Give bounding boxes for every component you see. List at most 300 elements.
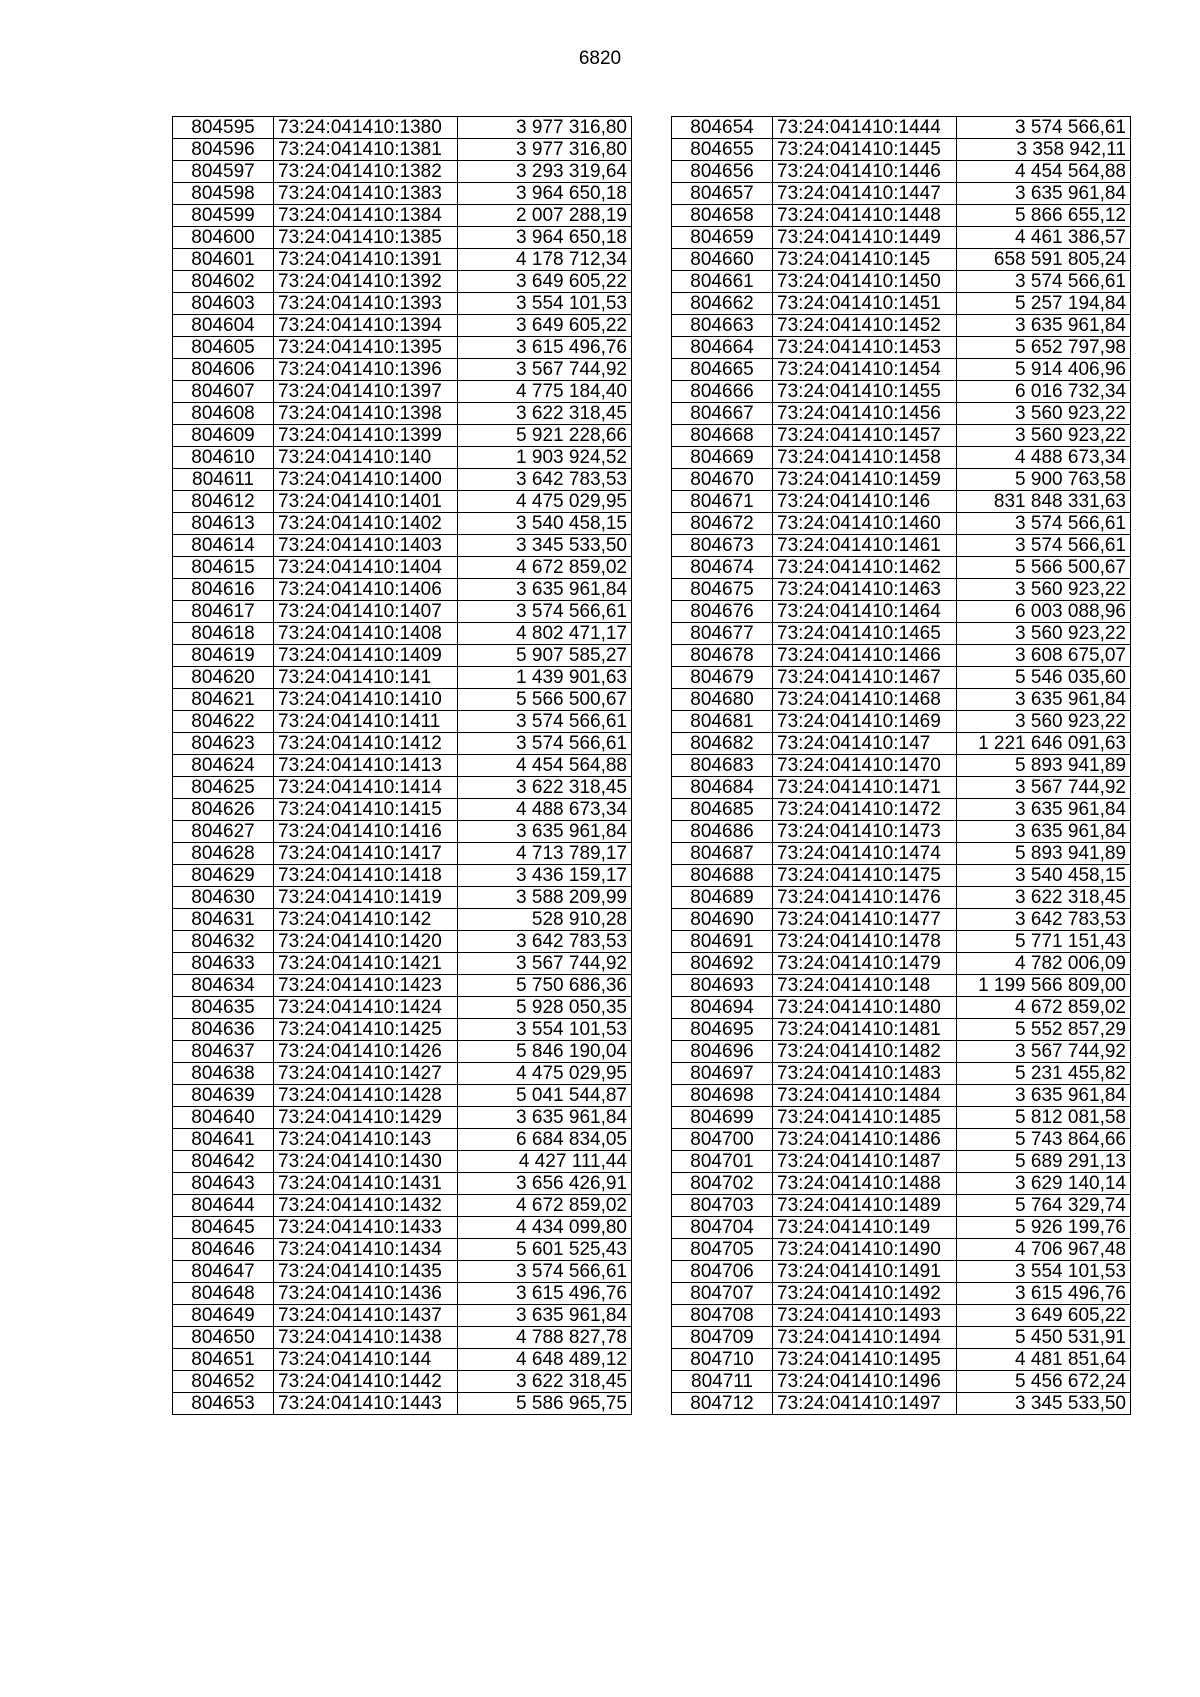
cadastral-number-cell: 73:24:041410:1421 (274, 953, 458, 975)
record-number-cell: 804626 (173, 799, 274, 821)
record-number-cell: 804669 (672, 447, 773, 469)
cadastral-number-cell: 73:24:041410:1445 (773, 139, 957, 161)
record-number-cell: 804616 (173, 579, 274, 601)
record-number-cell: 804671 (672, 491, 773, 513)
cadastral-value-cell: 3 622 318,45 (957, 887, 1131, 909)
record-number-cell: 804645 (173, 1217, 274, 1239)
cadastral-value-cell: 3 622 318,45 (458, 1371, 632, 1393)
record-number-cell: 804701 (672, 1151, 773, 1173)
table-row (672, 799, 1131, 821)
table-row (672, 1063, 1131, 1085)
record-number-cell: 804603 (173, 293, 274, 315)
cadastral-number-cell: 73:24:041410:1430 (274, 1151, 458, 1173)
record-number-cell: 804663 (672, 315, 773, 337)
record-number-cell: 804711 (672, 1371, 773, 1393)
record-number-cell: 804703 (672, 1195, 773, 1217)
table-row (672, 491, 1131, 513)
table-row (173, 623, 632, 645)
record-number-cell: 804682 (672, 733, 773, 755)
table-row (173, 579, 632, 601)
cadastral-value-cell: 3 622 318,45 (458, 777, 632, 799)
cadastral-value-cell: 3 574 566,61 (957, 271, 1131, 293)
cadastral-value-cell: 5 566 500,67 (458, 689, 632, 711)
cadastral-value-cell: 3 574 566,61 (957, 513, 1131, 535)
cadastral-value-cell: 5 907 585,27 (458, 645, 632, 667)
record-number-cell: 804685 (672, 799, 773, 821)
record-number-cell: 804664 (672, 337, 773, 359)
record-number-cell: 804693 (672, 975, 773, 997)
record-number-cell: 804595 (173, 117, 274, 139)
record-number-cell: 804647 (173, 1261, 274, 1283)
cadastral-number-cell: 73:24:041410:1402 (274, 513, 458, 535)
cadastral-number-cell: 73:24:041410:1393 (274, 293, 458, 315)
table-row (672, 403, 1131, 425)
cadastral-value-cell: 5 866 655,12 (957, 205, 1131, 227)
cadastral-value-cell: 4 427 111,44 (458, 1151, 632, 1173)
record-number-cell: 804652 (173, 1371, 274, 1393)
table-row (173, 733, 632, 755)
table-row (173, 931, 632, 953)
table-row (672, 1041, 1131, 1063)
record-number-cell: 804655 (672, 139, 773, 161)
table-row (672, 183, 1131, 205)
cadastral-value-cell: 5 914 406,96 (957, 359, 1131, 381)
record-number-cell: 804694 (672, 997, 773, 1019)
cadastral-number-cell: 73:24:041410:1414 (274, 777, 458, 799)
record-number-cell: 804678 (672, 645, 773, 667)
table-row (173, 1107, 632, 1129)
cadastral-number-cell: 73:24:041410:1487 (773, 1151, 957, 1173)
table-row (672, 821, 1131, 843)
table-row (672, 513, 1131, 535)
cadastral-value-cell: 831 848 331,63 (957, 491, 1131, 513)
record-number-cell: 804683 (672, 755, 773, 777)
record-number-cell: 804602 (173, 271, 274, 293)
table-row (672, 579, 1131, 601)
record-number-cell: 804650 (173, 1327, 274, 1349)
record-number-cell: 804596 (173, 139, 274, 161)
cadastral-number-cell: 73:24:041410:1428 (274, 1085, 458, 1107)
cadastral-number-cell: 73:24:041410:1446 (773, 161, 957, 183)
table-row (672, 931, 1131, 953)
cadastral-number-cell: 73:24:041410:1400 (274, 469, 458, 491)
cadastral-number-cell: 73:24:041410:1453 (773, 337, 957, 359)
cadastral-number-cell: 73:24:041410:1489 (773, 1195, 957, 1217)
table-row (173, 777, 632, 799)
cadastral-number-cell: 73:24:041410:1443 (274, 1393, 458, 1415)
table-row (672, 249, 1131, 271)
cadastral-number-cell: 73:24:041410:1492 (773, 1283, 957, 1305)
cadastral-value-cell: 3 642 783,53 (458, 469, 632, 491)
table-row (173, 997, 632, 1019)
record-number-cell: 804597 (173, 161, 274, 183)
record-number-cell: 804690 (672, 909, 773, 931)
table-row (672, 953, 1131, 975)
cadastral-value-cell: 3 554 101,53 (458, 1019, 632, 1041)
cadastral-value-cell: 6 684 834,05 (458, 1129, 632, 1151)
record-number-cell: 804643 (173, 1173, 274, 1195)
cadastral-number-cell: 73:24:041410:1472 (773, 799, 957, 821)
cadastral-number-cell: 73:24:041410:1429 (274, 1107, 458, 1129)
cadastral-value-cell: 5 552 857,29 (957, 1019, 1131, 1041)
cadastral-value-cell: 5 928 050,35 (458, 997, 632, 1019)
table-row (672, 865, 1131, 887)
table-row (173, 139, 632, 161)
record-number-cell: 804632 (173, 931, 274, 953)
cadastral-value-cell: 3 615 496,76 (458, 337, 632, 359)
record-number-cell: 804673 (672, 535, 773, 557)
cadastral-number-cell: 73:24:041410:1462 (773, 557, 957, 579)
cadastral-number-cell: 73:24:041410:1401 (274, 491, 458, 513)
table-row (173, 1239, 632, 1261)
cadastral-number-cell: 73:24:041410:1463 (773, 579, 957, 601)
cadastral-number-cell: 73:24:041410:1420 (274, 931, 458, 953)
cadastral-value-cell: 5 586 965,75 (458, 1393, 632, 1415)
table-row (173, 1151, 632, 1173)
cadastral-value-cell: 3 635 961,84 (458, 821, 632, 843)
cadastral-value-cell: 5 764 329,74 (957, 1195, 1131, 1217)
record-number-cell: 804630 (173, 887, 274, 909)
record-number-cell: 804648 (173, 1283, 274, 1305)
cadastral-number-cell: 73:24:041410:1384 (274, 205, 458, 227)
table-row (672, 1151, 1131, 1173)
table-row (173, 1327, 632, 1349)
cadastral-value-cell: 3 560 923,22 (957, 403, 1131, 425)
cadastral-value-cell: 4 488 673,34 (458, 799, 632, 821)
record-number-cell: 804628 (173, 843, 274, 865)
cadastral-number-cell: 73:24:041410:1461 (773, 535, 957, 557)
record-number-cell: 804601 (173, 249, 274, 271)
table-row (173, 447, 632, 469)
table-row (173, 755, 632, 777)
record-number-cell: 804624 (173, 755, 274, 777)
table-row (672, 1173, 1131, 1195)
table-row (173, 249, 632, 271)
cadastral-number-cell: 73:24:041410:1380 (274, 117, 458, 139)
cadastral-number-cell: 73:24:041410:1450 (773, 271, 957, 293)
cadastral-value-cell: 3 540 458,15 (458, 513, 632, 535)
cadastral-number-cell: 73:24:041410:1451 (773, 293, 957, 315)
cadastral-number-cell: 73:24:041410:1496 (773, 1371, 957, 1393)
record-number-cell: 804629 (173, 865, 274, 887)
record-number-cell: 804688 (672, 865, 773, 887)
record-number-cell: 804638 (173, 1063, 274, 1085)
table-row (672, 1195, 1131, 1217)
record-number-cell: 804670 (672, 469, 773, 491)
record-number-cell: 804651 (173, 1349, 274, 1371)
cadastral-value-cell: 4 788 827,78 (458, 1327, 632, 1349)
record-number-cell: 804653 (173, 1393, 274, 1415)
cadastral-value-cell: 5 926 199,76 (957, 1217, 1131, 1239)
table-row (173, 909, 632, 931)
record-number-cell: 804618 (173, 623, 274, 645)
cadastral-value-cell: 5 456 672,24 (957, 1371, 1131, 1393)
cadastral-number-cell: 73:24:041410:1435 (274, 1261, 458, 1283)
cadastral-number-cell: 73:24:041410:1465 (773, 623, 957, 645)
record-number-cell: 804612 (173, 491, 274, 513)
cadastral-number-cell: 73:24:041410:1407 (274, 601, 458, 623)
cadastral-value-cell: 3 635 961,84 (458, 1107, 632, 1129)
table-row (672, 667, 1131, 689)
record-number-cell: 804658 (672, 205, 773, 227)
cadastral-number-cell: 73:24:041410:1484 (773, 1085, 957, 1107)
record-number-cell: 804689 (672, 887, 773, 909)
cadastral-value-cell: 4 706 967,48 (957, 1239, 1131, 1261)
cadastral-number-cell: 73:24:041410:1437 (274, 1305, 458, 1327)
cadastral-number-cell: 73:24:041410:1406 (274, 579, 458, 601)
record-number-cell: 804599 (173, 205, 274, 227)
cadastral-value-cell: 3 642 783,53 (458, 931, 632, 953)
record-number-cell: 804613 (173, 513, 274, 535)
cadastral-value-cell: 3 642 783,53 (957, 909, 1131, 931)
table-row (672, 161, 1131, 183)
cadastral-value-cell: 3 977 316,80 (458, 139, 632, 161)
record-number-cell: 804649 (173, 1305, 274, 1327)
table-row (173, 1129, 632, 1151)
record-number-cell: 804657 (672, 183, 773, 205)
record-number-cell: 804660 (672, 249, 773, 271)
table-row (672, 205, 1131, 227)
cadastral-value-cell: 3 977 316,80 (458, 117, 632, 139)
table-row (672, 535, 1131, 557)
table-row (173, 315, 632, 337)
cadastral-number-cell: 73:24:041410:1413 (274, 755, 458, 777)
cadastral-value-cell: 3 574 566,61 (458, 711, 632, 733)
record-number-cell: 804607 (173, 381, 274, 403)
cadastral-number-cell: 73:24:041410:1456 (773, 403, 957, 425)
table-row (173, 293, 632, 315)
cadastral-value-cell: 3 635 961,84 (458, 1305, 632, 1327)
record-number-cell: 804680 (672, 689, 773, 711)
record-number-cell: 804637 (173, 1041, 274, 1063)
cadastral-value-cell: 5 450 531,91 (957, 1327, 1131, 1349)
cadastral-number-cell: 73:24:041410:1399 (274, 425, 458, 447)
table-row (672, 1217, 1131, 1239)
record-number-cell: 804707 (672, 1283, 773, 1305)
cadastral-value-cell: 4 434 099,80 (458, 1217, 632, 1239)
cadastral-number-cell: 73:24:041410:1482 (773, 1041, 957, 1063)
cadastral-value-cell: 3 436 159,17 (458, 865, 632, 887)
cadastral-number-cell: 73:24:041410:142 (274, 909, 458, 931)
record-number-cell: 804619 (173, 645, 274, 667)
cadastral-number-cell: 73:24:041410:145 (773, 249, 957, 271)
table-row (672, 1327, 1131, 1349)
cadastral-number-cell: 73:24:041410:1483 (773, 1063, 957, 1085)
table-row (173, 227, 632, 249)
cadastral-value-cell: 5 771 151,43 (957, 931, 1131, 953)
cadastral-number-cell: 73:24:041410:144 (274, 1349, 458, 1371)
record-number-cell: 804708 (672, 1305, 773, 1327)
cadastral-value-cell: 4 481 851,64 (957, 1349, 1131, 1371)
cadastral-number-cell: 73:24:041410:1426 (274, 1041, 458, 1063)
cadastral-number-cell: 73:24:041410:147 (773, 733, 957, 755)
table-row (173, 1261, 632, 1283)
cadastral-number-cell: 73:24:041410:143 (274, 1129, 458, 1151)
table-row (672, 447, 1131, 469)
cadastral-number-cell: 73:24:041410:1490 (773, 1239, 957, 1261)
record-number-cell: 804686 (672, 821, 773, 843)
record-number-cell: 804622 (173, 711, 274, 733)
cadastral-number-cell: 73:24:041410:148 (773, 975, 957, 997)
table-row (672, 1261, 1131, 1283)
record-number-cell: 804605 (173, 337, 274, 359)
cadastral-value-cell: 658 591 805,24 (957, 249, 1131, 271)
cadastral-number-cell: 73:24:041410:1408 (274, 623, 458, 645)
cadastral-value-cell: 4 713 789,17 (458, 843, 632, 865)
cadastral-number-cell: 73:24:041410:1432 (274, 1195, 458, 1217)
table-row (173, 469, 632, 491)
table-row (173, 117, 632, 139)
cadastral-value-cell: 4 782 006,09 (957, 953, 1131, 975)
table-row (672, 117, 1131, 139)
record-number-cell: 804598 (173, 183, 274, 205)
cadastral-number-cell: 73:24:041410:1468 (773, 689, 957, 711)
table-row (672, 293, 1131, 315)
cadastral-number-cell: 73:24:041410:1423 (274, 975, 458, 997)
cadastral-value-cell: 3 635 961,84 (957, 315, 1131, 337)
cadastral-value-cell: 5 546 035,60 (957, 667, 1131, 689)
table-row (173, 535, 632, 557)
cadastral-value-cell: 3 635 961,84 (957, 183, 1131, 205)
cadastral-number-cell: 73:24:041410:140 (274, 447, 458, 469)
table-row (173, 865, 632, 887)
cadastral-number-cell: 73:24:041410:1486 (773, 1129, 957, 1151)
record-number-cell: 804695 (672, 1019, 773, 1041)
table-row (672, 711, 1131, 733)
cadastral-value-cell: 3 560 923,22 (957, 623, 1131, 645)
cadastral-value-cell: 5 921 228,66 (458, 425, 632, 447)
cadastral-value-cell: 5 566 500,67 (957, 557, 1131, 579)
cadastral-value-cell: 5 689 291,13 (957, 1151, 1131, 1173)
cadastral-number-cell: 73:24:041410:1458 (773, 447, 957, 469)
cadastral-value-cell: 4 461 386,57 (957, 227, 1131, 249)
cadastral-number-cell: 73:24:041410:1411 (274, 711, 458, 733)
cadastral-number-cell: 73:24:041410:1410 (274, 689, 458, 711)
cadastral-value-cell: 3 567 744,92 (957, 1041, 1131, 1063)
table-row (672, 975, 1131, 997)
record-number-cell: 804709 (672, 1327, 773, 1349)
cadastral-number-cell: 73:24:041410:1403 (274, 535, 458, 557)
table-row (173, 337, 632, 359)
record-number-cell: 804677 (672, 623, 773, 645)
table-row (672, 1085, 1131, 1107)
cadastral-number-cell: 73:24:041410:1442 (274, 1371, 458, 1393)
record-number-cell: 804636 (173, 1019, 274, 1041)
record-number-cell: 804642 (173, 1151, 274, 1173)
table-row (173, 205, 632, 227)
cadastral-value-cell: 3 345 533,50 (957, 1393, 1131, 1415)
table-row (672, 1393, 1131, 1415)
table-row (173, 1393, 632, 1415)
table-row (173, 887, 632, 909)
cadastral-number-cell: 73:24:041410:1394 (274, 315, 458, 337)
cadastral-number-cell: 73:24:041410:1460 (773, 513, 957, 535)
record-number-cell: 804699 (672, 1107, 773, 1129)
cadastral-value-cell: 3 622 318,45 (458, 403, 632, 425)
cadastral-number-cell: 73:24:041410:1424 (274, 997, 458, 1019)
table-row (173, 359, 632, 381)
cadastral-value-cell: 5 893 941,89 (957, 755, 1131, 777)
table-row (173, 557, 632, 579)
cadastral-number-cell: 73:24:041410:1409 (274, 645, 458, 667)
table-row (672, 557, 1131, 579)
cadastral-number-cell: 73:24:041410:1457 (773, 425, 957, 447)
table-row (672, 1371, 1131, 1393)
right-table (671, 116, 1131, 1415)
table-row (173, 821, 632, 843)
cadastral-value-cell: 3 629 140,14 (957, 1173, 1131, 1195)
cadastral-number-cell: 73:24:041410:1434 (274, 1239, 458, 1261)
table-row (173, 1305, 632, 1327)
table-row (672, 1305, 1131, 1327)
table-row (173, 183, 632, 205)
cadastral-number-cell: 73:24:041410:1438 (274, 1327, 458, 1349)
cadastral-number-cell: 73:24:041410:1392 (274, 271, 458, 293)
cadastral-value-cell: 1 903 924,52 (458, 447, 632, 469)
table-row (173, 491, 632, 513)
cadastral-number-cell: 73:24:041410:1391 (274, 249, 458, 271)
record-number-cell: 804609 (173, 425, 274, 447)
cadastral-value-cell: 3 649 605,22 (458, 315, 632, 337)
cadastral-value-cell: 4 454 564,88 (957, 161, 1131, 183)
record-number-cell: 804702 (672, 1173, 773, 1195)
cadastral-value-cell: 4 802 471,17 (458, 623, 632, 645)
table-row (173, 425, 632, 447)
cadastral-number-cell: 73:24:041410:1448 (773, 205, 957, 227)
record-number-cell: 804672 (672, 513, 773, 535)
record-number-cell: 804704 (672, 1217, 773, 1239)
table-row (173, 1349, 632, 1371)
cadastral-number-cell: 73:24:041410:1475 (773, 865, 957, 887)
cadastral-number-cell: 73:24:041410:1452 (773, 315, 957, 337)
cadastral-value-cell: 2 007 288,19 (458, 205, 632, 227)
cadastral-number-cell: 73:24:041410:1396 (274, 359, 458, 381)
cadastral-value-cell: 5 041 544,87 (458, 1085, 632, 1107)
cadastral-value-cell: 5 652 797,98 (957, 337, 1131, 359)
cadastral-value-cell: 3 588 209,99 (458, 887, 632, 909)
record-number-cell: 804615 (173, 557, 274, 579)
record-number-cell: 804646 (173, 1239, 274, 1261)
cadastral-number-cell: 73:24:041410:1493 (773, 1305, 957, 1327)
cadastral-number-cell: 73:24:041410:141 (274, 667, 458, 689)
cadastral-number-cell: 73:24:041410:1418 (274, 865, 458, 887)
record-number-cell: 804692 (672, 953, 773, 975)
cadastral-number-cell: 73:24:041410:1397 (274, 381, 458, 403)
record-number-cell: 804621 (173, 689, 274, 711)
cadastral-number-cell: 73:24:041410:1476 (773, 887, 957, 909)
cadastral-value-cell: 3 964 650,18 (458, 227, 632, 249)
cadastral-number-cell: 73:24:041410:1466 (773, 645, 957, 667)
table-row (672, 271, 1131, 293)
record-number-cell: 804627 (173, 821, 274, 843)
record-number-cell: 804611 (173, 469, 274, 491)
cadastral-number-cell: 73:24:041410:1481 (773, 1019, 957, 1041)
cadastral-number-cell: 73:24:041410:1449 (773, 227, 957, 249)
table-row (173, 403, 632, 425)
record-number-cell: 804656 (672, 161, 773, 183)
cadastral-number-cell: 73:24:041410:1478 (773, 931, 957, 953)
table-row (672, 469, 1131, 491)
table-row (173, 513, 632, 535)
cadastral-number-cell: 73:24:041410:1479 (773, 953, 957, 975)
cadastral-number-cell: 73:24:041410:1419 (274, 887, 458, 909)
cadastral-number-cell: 73:24:041410:1485 (773, 1107, 957, 1129)
table-row (173, 1217, 632, 1239)
table-row (672, 227, 1131, 249)
cadastral-number-cell: 73:24:041410:1494 (773, 1327, 957, 1349)
cadastral-value-cell: 3 574 566,61 (957, 535, 1131, 557)
cadastral-value-cell: 5 846 190,04 (458, 1041, 632, 1063)
